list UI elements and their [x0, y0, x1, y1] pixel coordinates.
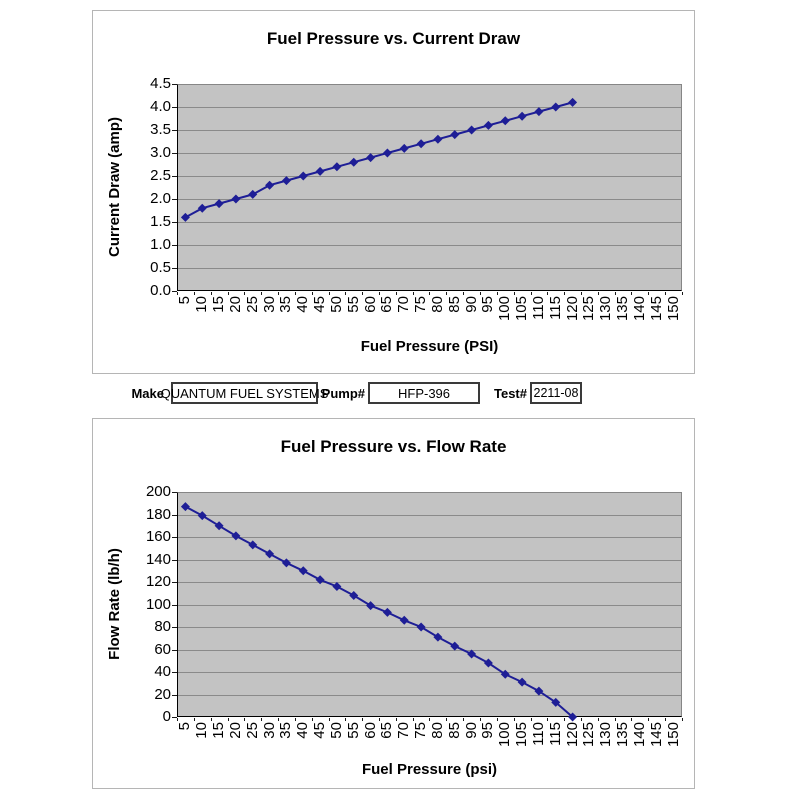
- x-tick-mark: [665, 718, 666, 721]
- y-tick-label: 140: [145, 551, 171, 568]
- x-tick-label: 90: [462, 296, 480, 313]
- x-tick-mark: [211, 292, 212, 295]
- x-tick-label: 135: [614, 296, 632, 322]
- x-tick-label: 120: [563, 722, 581, 748]
- test-number-value: 2211-08: [533, 386, 579, 400]
- data-point-marker: [316, 167, 325, 176]
- data-point-marker: [501, 116, 510, 125]
- x-tick-mark: [682, 718, 683, 721]
- data-point-marker: [299, 172, 308, 181]
- x-tick-mark: [446, 718, 447, 721]
- data-point-marker: [299, 566, 308, 575]
- test-number-label: Test#: [494, 386, 527, 401]
- data-point-marker: [433, 633, 442, 642]
- data-point-marker: [181, 502, 190, 511]
- data-point-marker: [433, 135, 442, 144]
- x-tick-label: 135: [614, 722, 632, 748]
- x-tick-label: 55: [344, 296, 362, 313]
- x-tick-mark: [312, 718, 313, 721]
- x-tick-label: 20: [226, 296, 244, 313]
- x-tick-label: 45: [311, 296, 329, 313]
- x-tick-label: 10: [193, 296, 211, 313]
- x-tick-label: 150: [664, 296, 682, 322]
- x-tick-mark: [480, 718, 481, 721]
- x-tick-label: 150: [664, 722, 682, 748]
- x-tick-label: 130: [597, 722, 615, 748]
- y-tick-label: 3.0: [150, 144, 171, 161]
- x-tick-mark: [514, 718, 515, 721]
- x-tick-label: 15: [210, 296, 228, 313]
- x-tick-mark: [413, 292, 414, 295]
- y-tick-label: 2.5: [150, 167, 171, 184]
- data-point-marker: [282, 176, 291, 185]
- x-axis-title: Fuel Pressure (PSI): [360, 338, 499, 355]
- x-tick-mark: [379, 292, 380, 295]
- data-point-marker: [248, 540, 257, 549]
- x-tick-mark: [177, 718, 178, 721]
- x-tick-label: 20: [226, 722, 244, 739]
- x-tick-label: 35: [277, 296, 295, 313]
- x-tick-mark: [564, 718, 565, 721]
- data-point-marker: [383, 608, 392, 617]
- x-tick-label: 110: [529, 722, 547, 746]
- y-tick-label: 0.0: [150, 282, 171, 299]
- x-tick-mark: [497, 292, 498, 295]
- y-tick-label: 2.0: [150, 190, 171, 207]
- x-tick-mark: [194, 292, 195, 295]
- y-tick-label: 180: [145, 506, 171, 523]
- x-tick-mark: [345, 292, 346, 295]
- data-point-marker: [198, 511, 207, 520]
- x-tick-label: 35: [277, 722, 295, 739]
- data-point-marker: [383, 149, 392, 158]
- data-point-marker: [265, 181, 274, 190]
- data-point-marker: [366, 601, 375, 610]
- x-tick-label: 30: [260, 722, 278, 739]
- x-tick-label: 40: [294, 296, 312, 313]
- data-point-marker: [551, 103, 560, 112]
- data-point-marker: [231, 531, 240, 540]
- x-tick-mark: [497, 718, 498, 721]
- x-tick-label: 125: [580, 296, 598, 322]
- x-tick-label: 90: [462, 722, 480, 739]
- x-tick-mark: [295, 718, 296, 721]
- y-tick-label: 1.0: [150, 236, 171, 253]
- chart-title: Fuel Pressure vs. Current Draw: [266, 29, 521, 48]
- x-tick-mark: [682, 292, 683, 295]
- x-tick-mark: [598, 718, 599, 721]
- x-tick-mark: [564, 292, 565, 295]
- x-tick-label: 85: [445, 296, 463, 313]
- x-tick-label: 140: [630, 296, 648, 322]
- x-tick-mark: [598, 292, 599, 295]
- y-tick-label: 4.0: [150, 98, 171, 115]
- x-tick-mark: [429, 292, 430, 295]
- data-point-marker: [518, 112, 527, 121]
- x-tick-label: 140: [630, 722, 648, 748]
- x-tick-mark: [312, 292, 313, 295]
- x-tick-label: 25: [243, 296, 261, 313]
- data-point-marker: [417, 139, 426, 148]
- y-tick-label: 60: [154, 641, 171, 658]
- x-tick-mark: [615, 292, 616, 295]
- x-tick-mark: [446, 292, 447, 295]
- x-tick-mark: [615, 718, 616, 721]
- data-point-marker: [400, 616, 409, 625]
- pump-number-field[interactable]: [368, 382, 480, 404]
- y-tick-label: 3.5: [150, 121, 171, 138]
- x-tick-mark: [665, 292, 666, 295]
- data-point-marker: [534, 107, 543, 116]
- series-line: [185, 102, 572, 217]
- x-tick-mark: [413, 718, 414, 721]
- x-tick-mark: [547, 718, 548, 721]
- x-tick-label: 5: [176, 296, 194, 305]
- y-tick-label: 0.5: [150, 259, 171, 276]
- data-point-marker: [400, 144, 409, 153]
- x-tick-label: 30: [260, 296, 278, 313]
- x-tick-label: 45: [311, 722, 329, 739]
- x-tick-mark: [244, 718, 245, 721]
- x-tick-mark: [295, 292, 296, 295]
- test-number-field[interactable]: [530, 382, 582, 404]
- x-tick-mark: [261, 292, 262, 295]
- x-tick-mark: [228, 292, 229, 295]
- data-point-marker: [366, 153, 375, 162]
- x-tick-label: 60: [361, 722, 379, 739]
- x-tick-label: 40: [294, 722, 312, 739]
- y-tick-label: 160: [145, 528, 171, 545]
- x-tick-mark: [345, 718, 346, 721]
- x-tick-mark: [429, 718, 430, 721]
- x-tick-label: 145: [647, 296, 665, 322]
- data-point-marker: [417, 623, 426, 632]
- x-tick-mark: [194, 718, 195, 721]
- chart-title: Fuel Pressure vs. Flow Rate: [280, 437, 507, 456]
- data-point-marker: [450, 642, 459, 651]
- x-tick-label: 115: [546, 722, 564, 746]
- x-tick-label: 5: [176, 722, 194, 731]
- data-point-marker: [332, 582, 341, 591]
- x-tick-label: 120: [563, 296, 581, 322]
- x-tick-mark: [362, 292, 363, 295]
- x-tick-mark: [463, 718, 464, 721]
- x-tick-label: 10: [193, 722, 211, 739]
- x-tick-label: 105: [513, 722, 531, 748]
- x-tick-label: 115: [546, 296, 564, 320]
- y-tick-label: 20: [154, 686, 171, 703]
- data-point-marker: [349, 591, 358, 600]
- y-tick-label: 4.5: [150, 75, 171, 92]
- x-tick-label: 75: [412, 296, 430, 313]
- x-tick-label: 60: [361, 296, 379, 313]
- y-tick-label: 200: [145, 483, 171, 500]
- data-point-marker: [231, 195, 240, 204]
- pump-number-label: Pump#: [321, 386, 365, 401]
- y-axis-title: Current Draw (amp): [106, 116, 123, 258]
- x-tick-mark: [362, 718, 363, 721]
- x-tick-label: 25: [243, 722, 261, 739]
- x-tick-label: 125: [580, 722, 598, 748]
- y-tick-label: 0: [162, 708, 171, 725]
- x-tick-label: 15: [210, 722, 228, 739]
- data-point-marker: [215, 199, 224, 208]
- x-tick-label: 100: [496, 722, 514, 748]
- data-point-marker: [198, 204, 207, 213]
- x-tick-mark: [396, 292, 397, 295]
- y-tick-label: 100: [145, 596, 171, 613]
- x-tick-mark: [261, 718, 262, 721]
- x-tick-mark: [396, 718, 397, 721]
- x-tick-label: 80: [428, 296, 446, 313]
- data-point-marker: [484, 121, 493, 130]
- x-tick-mark: [177, 292, 178, 295]
- y-tick-label: 120: [145, 573, 171, 590]
- x-tick-label: 145: [647, 722, 665, 748]
- x-tick-mark: [244, 292, 245, 295]
- x-tick-label: 70: [395, 722, 413, 739]
- x-axis-title: Fuel Pressure (psi): [361, 761, 498, 778]
- data-point-marker: [349, 158, 358, 167]
- data-point-marker: [450, 130, 459, 139]
- x-tick-mark: [648, 292, 649, 295]
- x-tick-mark: [329, 718, 330, 721]
- data-point-marker: [181, 213, 190, 222]
- data-point-marker: [467, 126, 476, 135]
- data-point-marker: [265, 549, 274, 558]
- y-tick-label: 80: [154, 618, 171, 635]
- x-tick-mark: [514, 292, 515, 295]
- x-tick-mark: [329, 292, 330, 295]
- x-tick-label: 55: [344, 722, 362, 739]
- x-tick-label: 50: [327, 722, 345, 739]
- x-tick-mark: [278, 292, 279, 295]
- x-tick-mark: [631, 292, 632, 295]
- data-point-marker: [467, 650, 476, 659]
- x-tick-label: 75: [412, 722, 430, 739]
- x-tick-label: 85: [445, 722, 463, 739]
- x-tick-mark: [547, 292, 548, 295]
- x-tick-mark: [379, 718, 380, 721]
- x-tick-label: 50: [327, 296, 345, 313]
- data-point-marker: [568, 98, 577, 107]
- x-tick-mark: [211, 718, 212, 721]
- x-tick-mark: [581, 292, 582, 295]
- data-point-marker: [215, 521, 224, 530]
- x-tick-label: 70: [395, 296, 413, 313]
- x-tick-label: 65: [378, 296, 396, 313]
- chart-flow-rate: [92, 418, 695, 789]
- x-tick-mark: [531, 292, 532, 295]
- pump-number-value: HFP-396: [397, 385, 451, 401]
- x-tick-label: 110: [529, 296, 547, 320]
- x-tick-mark: [648, 718, 649, 721]
- x-tick-label: 95: [479, 296, 497, 313]
- data-point-marker: [282, 558, 291, 567]
- x-tick-mark: [480, 292, 481, 295]
- x-tick-label: 100: [496, 296, 514, 322]
- x-tick-label: 65: [378, 722, 396, 739]
- x-tick-mark: [278, 718, 279, 721]
- x-tick-label: 130: [597, 296, 615, 322]
- x-tick-mark: [463, 292, 464, 295]
- x-tick-mark: [581, 718, 582, 721]
- make-value: QUANTUM FUEL SYSTEMS: [160, 385, 329, 401]
- y-tick-label: 40: [154, 663, 171, 680]
- y-axis-title: Flow Rate (lb/h): [106, 548, 123, 660]
- x-tick-mark: [531, 718, 532, 721]
- make-field[interactable]: [160, 382, 329, 404]
- x-tick-label: 80: [428, 722, 446, 739]
- data-series: [177, 84, 682, 291]
- data-point-marker: [518, 678, 527, 687]
- x-tick-mark: [228, 718, 229, 721]
- x-tick-mark: [631, 718, 632, 721]
- data-point-marker: [332, 162, 341, 171]
- chart-current-draw: [92, 10, 695, 374]
- data-point-marker: [316, 575, 325, 584]
- data-point-marker: [248, 190, 257, 199]
- x-tick-label: 95: [479, 722, 497, 739]
- data-series: [177, 492, 682, 717]
- series-line: [185, 507, 572, 717]
- x-tick-label: 105: [513, 296, 531, 322]
- make-label: Make: [131, 386, 164, 401]
- y-tick-label: 1.5: [150, 213, 171, 230]
